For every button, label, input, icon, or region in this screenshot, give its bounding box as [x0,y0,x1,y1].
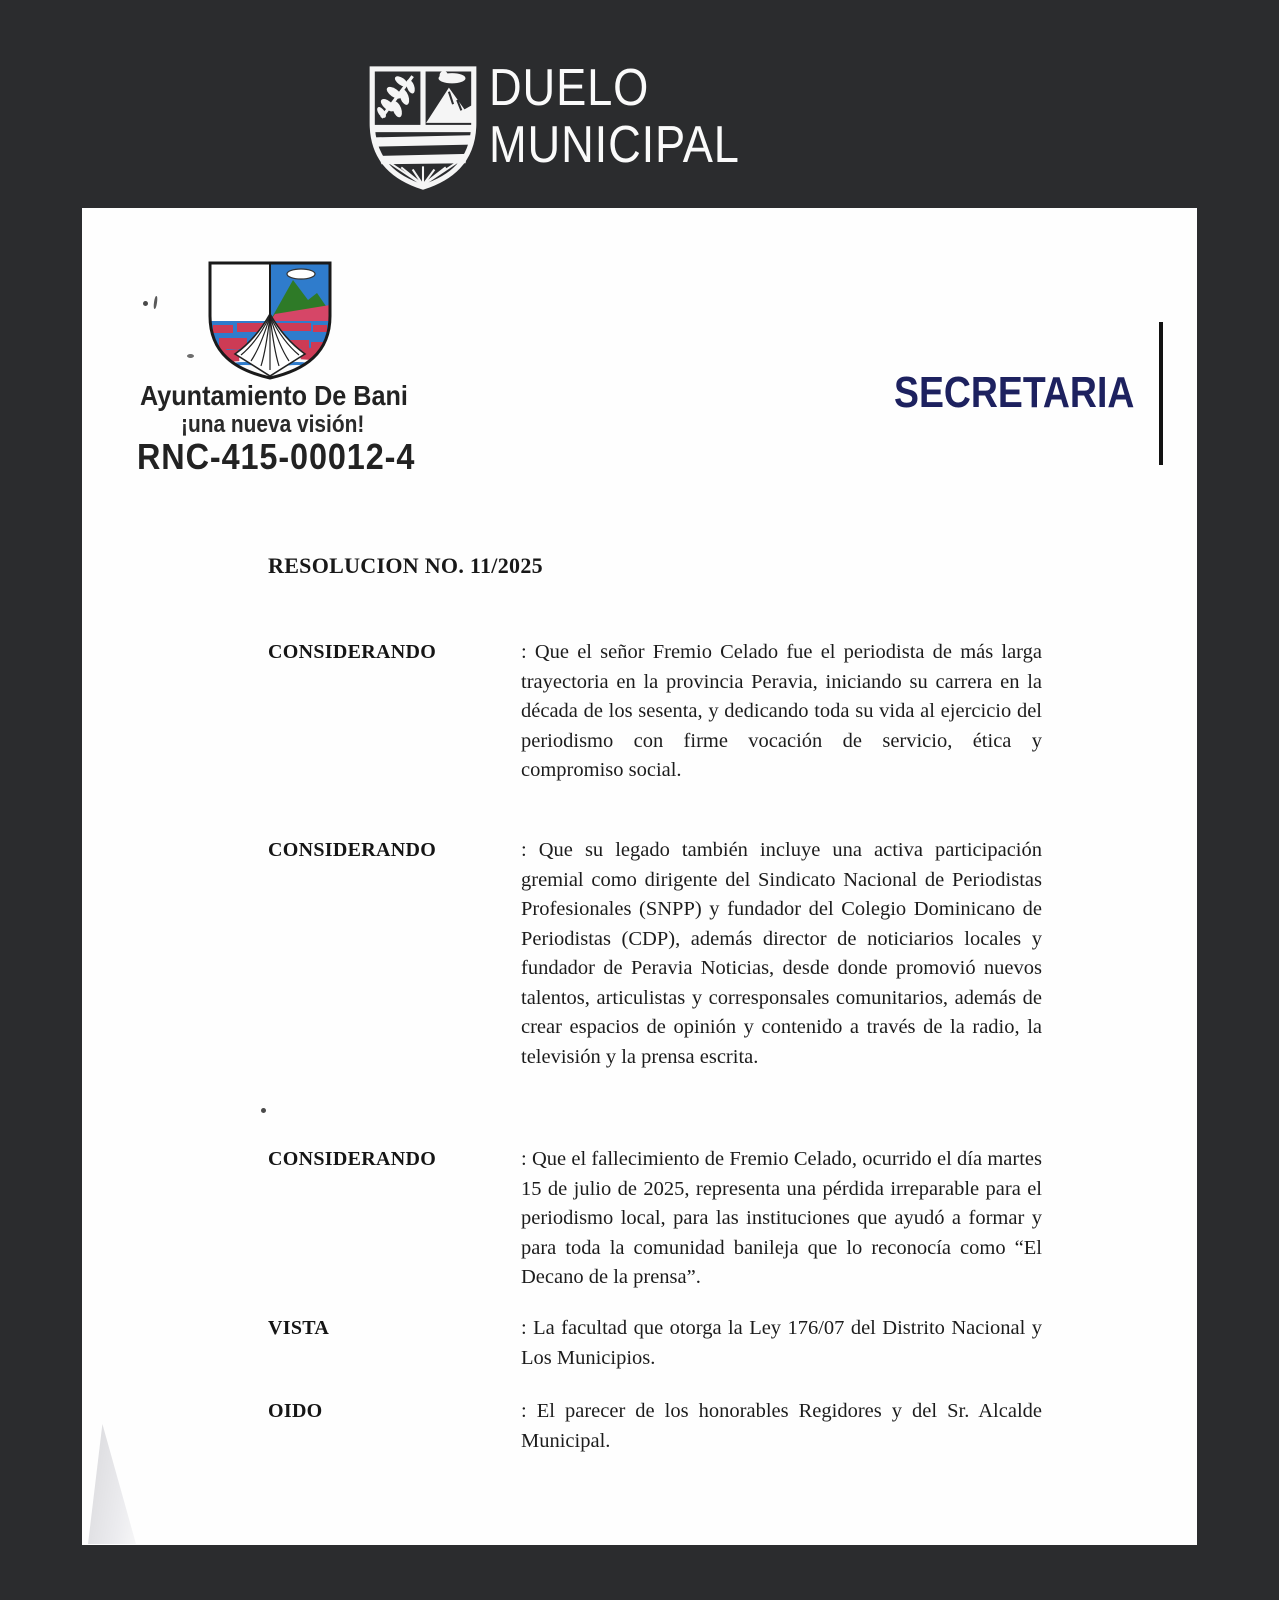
scan-speck [187,354,194,358]
scan-speck [153,296,158,309]
section-text: : La facultad que otorga la Ley 176/07 del Distrito Nacional y Los Municipios. [521,1317,1042,1369]
bani-coat-of-arms [205,258,335,383]
section-vista [268,1314,1042,1373]
section-label: VISTA [268,1317,330,1339]
organization-name: Ayuntamiento De Bani [140,380,408,411]
rnc-number: RNC-415-00012-4 [137,436,416,477]
section-considerando-2 [268,836,1042,1072]
section-label: CONSIDERANDO [268,1148,437,1170]
scan-speck [143,301,148,306]
section-text: : El parecer de los honorables Regidores y del Sr. Alcalde Municipal. [521,1400,1042,1452]
banner-title [489,60,740,174]
section-label: CONSIDERANDO [268,839,437,861]
section-oido [268,1397,1042,1456]
section-considerando-1 [268,638,1042,786]
section-label: OIDO [268,1400,323,1422]
section-text: : Que el señor Fremio Celado fue el periodista de más larga trayectoria en la provincia Peravia, iniciando su carrera en la década de los sesenta, y dedicando toda su vida al ejercicio del periodismo con firme vocación de servicio, ética y compromiso social. [521,641,1042,781]
section-label: CONSIDERANDO [268,641,437,663]
organization-slogan: ¡una nueva visión! [181,411,365,438]
section-text: : Que su legado también incluye una activa participación gremial como dirigente del Sindicato Nacional de Periodistas Profesionales (SNPP) y fundador del Colegio Dominicano de Periodistas (CDP), además director de noticiarios locales y fundador de Peravia Noticias, desde donde promovió nuevos talentos, articulistas y corresponsales comunitarios, además de crear espacios de opinión y contenido a través de la radio, la televisión y la prensa escrita. [521,839,1042,1068]
section-considerando-3 [268,1145,1042,1293]
margin-line [1159,322,1163,465]
banner-title-line1: DUELO [489,59,650,117]
page-fold-shadow [88,1424,136,1544]
resolution-number: RESOLUCION NO. 11/2025 [268,553,543,578]
section-text: : Que el fallecimiento de Fremio Celado, ocurrido el día martes 15 de julio de 2025, representa una pérdida irreparable para el periodismo local, para las instituciones que ayudó a formar y para toda la comunidad banileja que lo reconocía como “El Decano de la prensa”. [521,1148,1042,1288]
scan-speck [261,1108,266,1113]
municipal-shield-icon [366,62,480,194]
department-title: SECRETARIA [894,368,1135,417]
banner-title-line2: MUNICIPAL [489,116,740,174]
document-page [82,208,1197,1545]
